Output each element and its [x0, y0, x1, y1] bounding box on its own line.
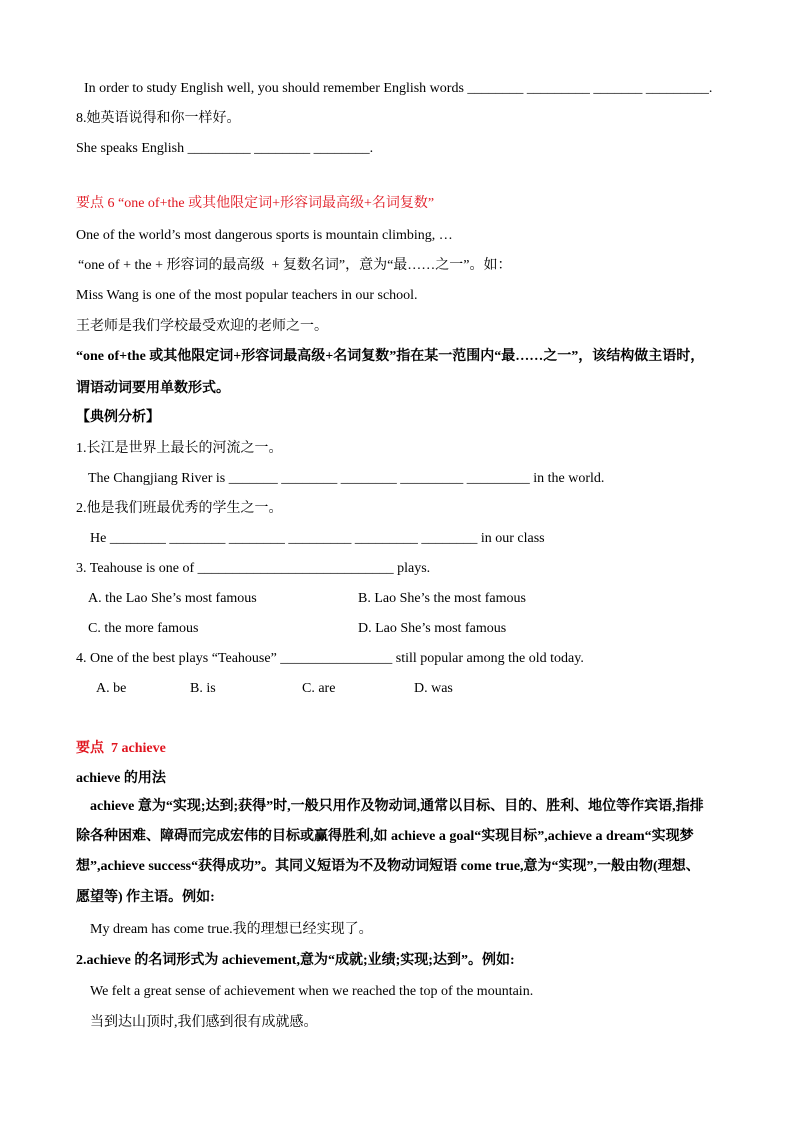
text-line: One of the world’s most dangerous sports is mountain climbing, … — [76, 228, 453, 243]
text-line: 8.她英语说得和你一样好。 — [76, 111, 241, 126]
subheading: achieve 的用法 — [76, 771, 166, 786]
option: B. is — [190, 681, 216, 696]
text-line: 4. One of the best plays “Teahouse” ________________ still popular among the old today. — [76, 651, 584, 666]
text-line: 谓语动词要用单数形式。 — [76, 381, 230, 396]
text-line: “one of + the + 形容词的最高级 + 复数名词”，意为“最……之一”。如： — [78, 258, 512, 273]
text-line: Miss Wang is one of the most popular teachers in our school. — [76, 288, 418, 303]
text-line: She speaks English _________ ________ ________. — [76, 141, 374, 156]
subheading: 【典例分析】 — [76, 410, 160, 425]
text-line: 想”,achieve success“获得成功”。其同义短语为不及物动词短语 come true,意为“实现”,一般由物(理想、 — [76, 859, 700, 874]
option: C. are — [302, 681, 336, 696]
option: C. the more famous — [88, 621, 199, 636]
option: D. Lao She’s most famous — [358, 621, 507, 636]
text-line: My dream has come true.我的理想已经实现了。 — [90, 922, 373, 937]
text-line: He ________ ________ ________ _________ _________ ________ in our class — [90, 531, 545, 546]
text-line: 2.achieve 的名词形式为 achievement,意为“成就;业绩;实现;达到”。例如: — [76, 953, 515, 968]
option: B. Lao She’s the most famous — [358, 591, 526, 606]
text-line: 王老师是我们学校最受欢迎的老师之一。 — [76, 319, 328, 334]
section-heading: 要点 6 “one of+the 或其他限定词+形容词最高级+名词复数” — [76, 196, 435, 211]
option: D. was — [414, 681, 453, 696]
text-line: 愿望等) 作主语。例如: — [76, 890, 215, 905]
text-line: 3. Teahouse is one of ____________________________ plays. — [76, 561, 431, 576]
text-line: achieve 意为“实现;达到;获得”时,一般只用作及物动词,通常以目标、目的、胜利、地位等作宾语,指排 — [90, 799, 704, 814]
text-line: 除各种困难、障碍而完成宏伟的目标或赢得胜利,如 achieve a goal“实现目标”,achieve a dream“实现梦 — [76, 829, 694, 844]
section-heading: 要点 7 achieve — [76, 741, 166, 756]
text-line: 当到达山顶时,我们感到很有成就感。 — [90, 1015, 318, 1030]
text-line: 2.他是我们班最优秀的学生之一。 — [76, 501, 283, 516]
text-line: “one of+the 或其他限定词+形容词最高级+名词复数”指在某一范围内“最……之一”，该结构做主语时， — [76, 349, 705, 364]
text-line: The Changjiang River is _______ ________ ________ _________ _________ in the world. — [88, 471, 605, 486]
option: A. the Lao She’s most famous — [88, 591, 257, 606]
text-line: We felt a great sense of achievement when we reached the top of the mountain. — [90, 984, 534, 999]
text-line: 1.长江是世界上最长的河流之一。 — [76, 441, 283, 456]
option: A. be — [96, 681, 127, 696]
text-line: In order to study English well, you should remember English words ________ _________ _______ _________. — [84, 81, 713, 96]
